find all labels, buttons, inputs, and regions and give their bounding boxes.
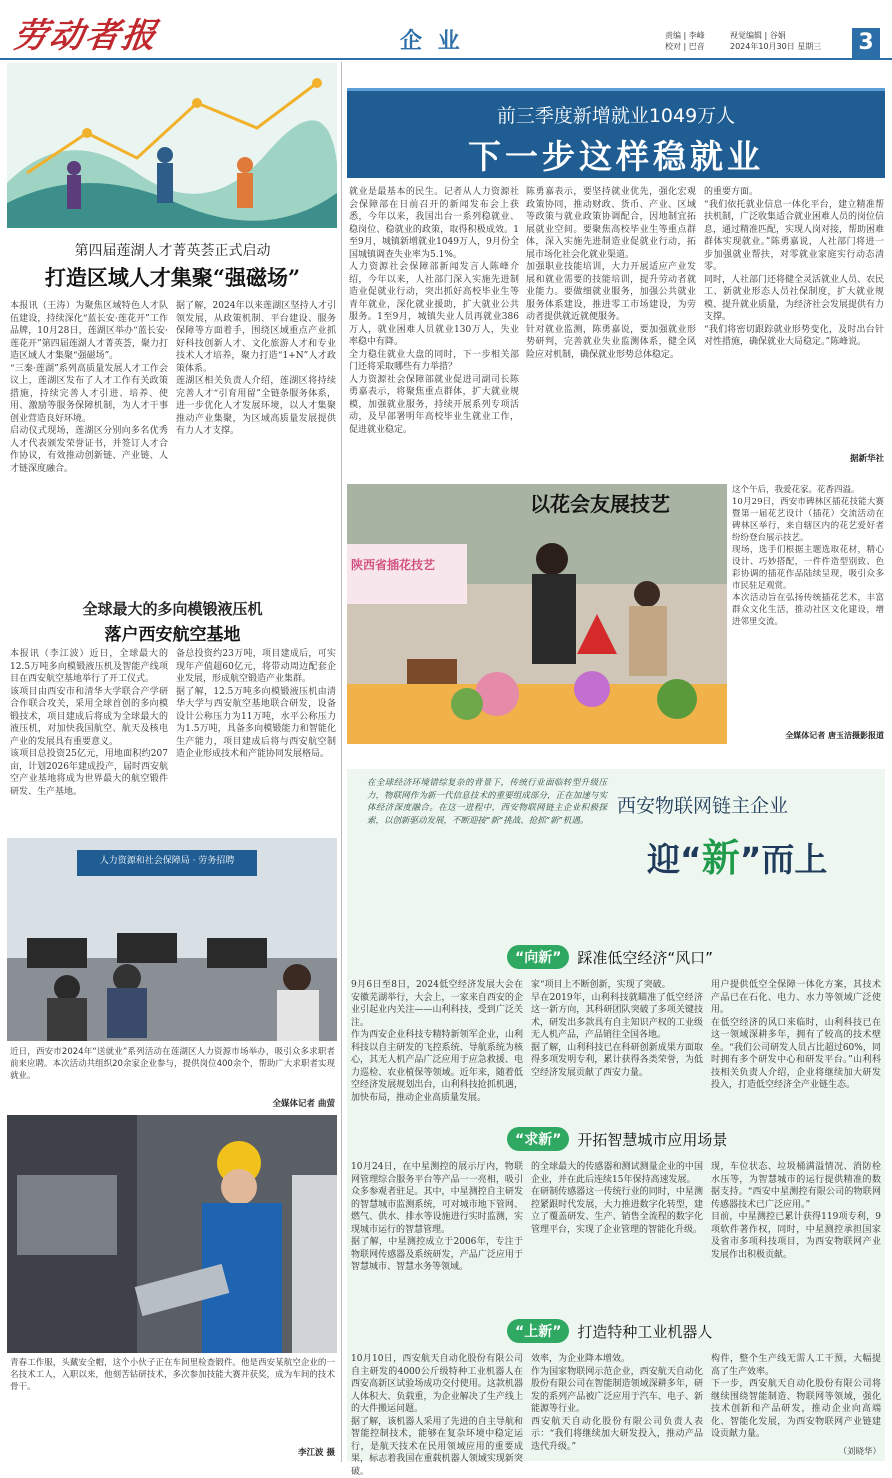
iot-section-1-tag: “向新” [507, 945, 569, 969]
visual-info [730, 30, 848, 52]
iot-section-2-tag: “求新” [507, 1127, 569, 1151]
flower-banner-text: 陕西省插花技艺 [351, 558, 436, 572]
talent-col2: 据了解，2024年以来莲湖区坚持人才引领发展，从政策机制、平台建设、服务保障等方面着手，围绕区域重点产业抓好科技创新人才、文化旅游人才和专业技术人才培养，聚力打造“1+N”人才政策体系。 莲湖区相关负责人介绍，莲湖区将持续完善人才“引育用留”全链条服务体系，进一步优化人才发展环境，以人才集聚推动产业集聚，为区域高质量发展提供有力人才支撑。 [176, 301, 336, 436]
iot-section-3-col1: 10月10日，西安航天自动化股份有限公司自主研发的4000公斤级特种工业机器人在西安高新区试验场成功交付使用。这款机器人体积大、负载重，为企业解决了生产线上的大件搬运问题。 据了解，该机器人采用了先进的自主导航和智能控制技术，能够在复杂环境中稳定运行，是航天技术在民用领域应用的重要成果，标志着我国在重载机器人领域实现新突破。 [351, 1354, 523, 1477]
iot-feature-box [347, 769, 885, 1477]
factory-caption: 青春工作服，头戴安全帽，这个小伙子正在车间里检查锻件。他是西安某航空企业的一名技术工人，入职以来，他刻苦钻研技术，多次参加技能大赛并获奖，成为车间的技术骨干。 [10, 1358, 335, 1392]
job-fair-photo [7, 838, 337, 1041]
iot-credit: （刘晓华） [838, 1447, 881, 1457]
iot-headline-line2 [647, 827, 827, 882]
date-label: 2024年10月30日 星期三 [730, 42, 822, 51]
iot-section-2-col1: 10月24日，在中星测控的展示厅内，物联网管理综合服务平台等产品一一亮相，吸引众多参观者驻足。其中，中星测控自主研发的智慧城市监测系统，可对城市地下管网、燃气、供水、排水等设施进行实时监测，实现城市运行的智慧管理。 据了解，中星测控成立于2006年，专注于物联网传感器及系统研发，产品广泛应用于智慧城市、智慧水务等领域。 [351, 1162, 523, 1272]
talent-illustration [7, 63, 337, 228]
iot-headline-pre: 迎“ [647, 840, 702, 879]
iot-section-1-col3: 用户提供低空全保障一体化方案，其技术产品已在石化、电力、水力等领域广泛使用。 在低空经济的风口来临时，山利科技已在这一领域深耕多年，拥有了较高的技术壁垒。“我们公司研发人员占比超过60%，同时拥有多个研发中心和研发平台。”山利科技相关负责人介绍，企业将继续加大研发投入，打造低空经济全产业链生态。 [711, 980, 881, 1090]
job-fair-credit: 全媒体记者 曲萤 [272, 1099, 335, 1109]
page-number: 3 [852, 28, 880, 58]
lead-col1: 就业是最基本的民生。记者从人力资源社会保障部在日前召开的新闻发布会上获悉，今年以来，我国出台一系列稳就业、稳岗位、稳就业的政策，取得积极成效。1至9月，城镇新增就业1049万人，9月份全国城镇调查失业率为5.1%。 人力资源社会保障部新闻发言人陈峰介绍，今年以来，人社部门深入实施先进制造业促就业行动，突出抓好高校毕业生等青年就业，深化就业援助，扩大就业公共服务。1至9月，城镇失业人员再就业386万人，就业困难人员就业130万人，失业率稳中有降。 全力稳住就业大盘的同时，下一步相关部门还将采取哪些有力举措？ 人力资源社会保障部就业促进司副司长陈勇嘉表示，将聚焦重点群体，扩大就业规模，加强就业服务，持续开展系列专项活动，及早部署明年高校毕业生就业工作，促进就业稳定。 [349, 187, 519, 435]
section-title: 企 业 [400, 28, 464, 54]
visual-editor-label: 视觉编辑 | 谷娟 [730, 31, 786, 40]
lead-headline: 下一步这样稳就业 [468, 137, 764, 176]
iot-intro: 在全球经济环境错综复杂的背景下，传统行业面临转型升级压力，物联网作为新一代信息技术的重要组成部分，正在加速与实体经济深度融合。在这一进程中，西安物联网链主企业积极探索，以创新驱动发展，不断迎接“新”挑战、抢抓“新”机遇。 [367, 778, 607, 826]
flower-caption: 这个午后，我爱花家。花香四溢。 10月29日，西安市碑林区插花技能大赛暨第一届花艺设计（插花）交流活动在碑林区举行，来自辖区内的花艺爱好者纷纷登台展示技艺。 现场，选手们根据主题选取花材，精心设计、巧妙搭配，一件件造型别致、色彩协调的插花作品陆续呈现，吸引众多市民驻足观赏。 本次活动旨在弘扬传统插花艺术，丰富群众文化生活，推动社区文化建设，增进邻里交流。 [732, 485, 884, 627]
lead-credit: 据新华社 [849, 454, 884, 464]
iot-section-1-col1: 9月6日至8日，2024低空经济发展大会在安徽芜湖举行，大会上，一家来自西安的企业引起业内关注——山利科技，受到广泛关注。 作为西安企业科技专精特新领军企业，山利科技以自主研发的飞控系统、导航系统为核心，其无人机产品广泛应用于应急救援、电力巡检、农业植保等领域。近年来，随着低空经济发展规划出台，山利科技抢抓机遇，加快布局，推动企业高质量发展。 [351, 980, 523, 1103]
iot-section-3-tag: “上新” [507, 1319, 569, 1343]
aviation-headline: 落户西安航空基地 [104, 625, 241, 645]
iot-headline-line1: 西安物联网链主企业 [617, 795, 789, 817]
iot-section-2-title: 开拓智慧城市应用场景 [577, 1130, 728, 1149]
lead-col2: 陈勇嘉表示，要坚持就业优先，强化宏观政策协同，推动财政、货币、产业、区域等政策与就业政策协调配合，因地制宜拓展就业空间。要聚焦高校毕业生等重点群体，深入实施先进制造业促就业行动，拓展市场化社会化就业渠道。 加强职业技能培训，大力开展适应产业发展和就业需要的技能培训，提升劳动者就业能力。要做细就业服务，加强公共就业服务体系建设，推进零工市场建设，为劳动者提供就近就便服务。 针对就业监测，陈勇嘉说，要加强就业形势研判，完善就业失业监测体系，健全风险应对机制，确保就业形势总体稳定。 [526, 187, 696, 360]
iot-section-2-header [507, 1127, 727, 1151]
job-fair-sign: 人力资源和社会保障局 · 劳务招聘 [99, 856, 235, 866]
iot-headline-new: 新 [701, 836, 740, 880]
aviation-col1: 本报讯（李江波）近日，全球最大的12.5万吨多向模锻液压机及智能产线项目在西安航空基地举行了开工仪式。 该项目由西安市和清华大学联合产学研合作联合攻关，采用全球首创的多向模锻技术，项目建成后将成为全球最大的液压机，对加快我国航空、航天及核电产业的发展具有重要意义。 该项目总投资25亿元，用地面积约207亩，计划2026年建成投产，届时西安航空产业基地将成为世界最大的航空锻件研发、生产基地。 [10, 649, 168, 797]
iot-section-3-header [507, 1319, 712, 1343]
lead-col3: 的重要方面。 “我们依托就业信息一体化平台，建立精准帮扶机制，广泛收集适合就业困难人员的岗位信息，通过精准匹配，实现人岗对接，帮助困难群体实现就业。”陈勇嘉说，人社部门将进一步加强就业帮扶，对零就业家庭实行动态清零。 同时，人社部门还将健全灵活就业人员、农民工、新就业形态人员社保制度，扩大就业规模、提升就业质量，为经济社会发展提供有力支撑。 “我们将密切跟踪就业形势变化，及时出台针对性措施，确保就业大局稳定。”陈峰说。 [704, 187, 885, 347]
iot-section-2-col3: 现，车位状态、垃圾桶满溢情况、消防栓水压等，为智慧城市的运行提供精准的数据支持。“西安中星测控有限公司的物联网传感器技术已广泛应用。” 目前，中星测控已累计获得119项专利，9项软件著作权，同时，中星测控承担国家及省市多项科技项目，为西安物联网产业发展作出积极贡献。 [711, 1162, 881, 1260]
talent-kicker: 第四届莲湖人才菁英荟正式启动 [74, 243, 271, 259]
column-divider [341, 62, 342, 1462]
aviation-col2: 备总投资约23万吨，项目建成后，可实现年产值超60亿元，将带动周边配套企业发展，形成航空锻造产业集群。 据了解，12.5万吨多向模锻液压机由清华大学与西安航空基地联合研发，设备设计公称压力为11万吨，水平公称压力为1.5万吨，具备多向模锻能力和智能化生产能力，项目建成后将与西安航空制造企业形成技术和产能协同发展格局。 [176, 649, 336, 759]
iot-section-1-col2: 家“项目上不断创新，实现了突破。 早在2019年，山利科技就瞄准了低空经济这一新方向，其科研团队突破了多项关键技术，研发出多款具有自主知识产权的工业级无人机产品，产品销往全国各地。 据了解，山利科技已在科研创新成果方面取得多项发明专利，累计获得各类荣誉，为低空经济发展贡献了西安力量。 [531, 980, 703, 1078]
factory-credit: 李江波 摄 [298, 1448, 335, 1458]
editor-info [665, 30, 705, 52]
talent-col1: 本报讯（王涛）为聚焦区域特色人才队伍建设，持续深化“蓝长安·莲花开”工作品牌，10月28日，莲湖区举办“蓝长安·莲花开”第四届莲湖人才菁英荟，聚力打造区域人才集聚“强磁场”。 “三秦·莲湖”系列高质量发展人才工作会议上，莲湖区发布了人才工作有关政策措施，持续完善人才引进、培养、使用、激励等服务保障机制，为人才干事创业营造良好环境。 启动仪式现场，莲湖区分别向多名优秀人才代表颁发荣誉证书，并签订人才合作协议，有效推动创新链、产业链、人才链深度融合。 [10, 301, 168, 474]
iot-section-1-header [507, 945, 713, 969]
flower-headline: 以花会友展技艺 [530, 492, 670, 516]
lead-kicker: 前三季度新增就业1049万人 [496, 105, 736, 127]
flower-photo [347, 484, 727, 744]
editor-label: 责编 | 李峰 [665, 31, 705, 40]
iot-headline-post: ”而上 [739, 840, 828, 879]
factory-photo [7, 1115, 337, 1353]
newspaper-logo: 劳动者报 [10, 16, 161, 56]
talent-headline: 打造区域人才集聚“强磁场” [44, 265, 301, 290]
iot-section-3-col3: 构件，整个生产线无需人工干预，大幅提高了生产效率。 下一步，西安航天自动化股份有限公司将继续围绕智能制造、物联网等领域，强化技术创新和产品研发，推动企业向高端化、智能化发展，为西安物联网产业链建设贡献力量。 [711, 1354, 881, 1439]
masthead [0, 0, 892, 58]
aviation-kicker: 全球最大的多向模锻液压机 [82, 600, 263, 618]
proof-label: 校对 | 巴音 [665, 42, 705, 51]
iot-section-3-col2: 效率，为企业降本增效。 作为国家物联网示范企业，西安航天自动化股份有限公司在智能制造领域深耕多年，研发的系列产品被广泛应用于汽车、电子、新能源等行业。 西安航天自动化股份有限公司负责人表示：“我们将继续加大研发投入，推动产品迭代升级。” [531, 1354, 703, 1452]
iot-section-3-title: 打造特种工业机器人 [577, 1322, 713, 1341]
iot-section-1-title: 踩准低空经济“风口” [577, 948, 713, 967]
iot-section-2-col2: 的全球最大的传感器和测试测量企业的中国企业，并在此后连续15年保持高速发展。 在研制传感器这一传统行业的同时，中星测控紧跟时代发展，大力推进数字化转型，建立了覆盖研发、生产、销售全流程的数字化管理平台，实现了企业管理的智能化升级。 [531, 1162, 703, 1235]
masthead-rule [0, 58, 892, 60]
lead-banner [347, 88, 885, 178]
job-fair-caption: 近日，西安市2024年“送就业”系列活动在莲湖区人力资源市场举办，吸引众多求职者前来应聘。本次活动共组织20余家企业参与，提供岗位400余个，帮助广大求职者实现就业。 [10, 1047, 335, 1081]
flower-credit: 全媒体记者 唐玉洁摄影报道 [785, 731, 884, 740]
